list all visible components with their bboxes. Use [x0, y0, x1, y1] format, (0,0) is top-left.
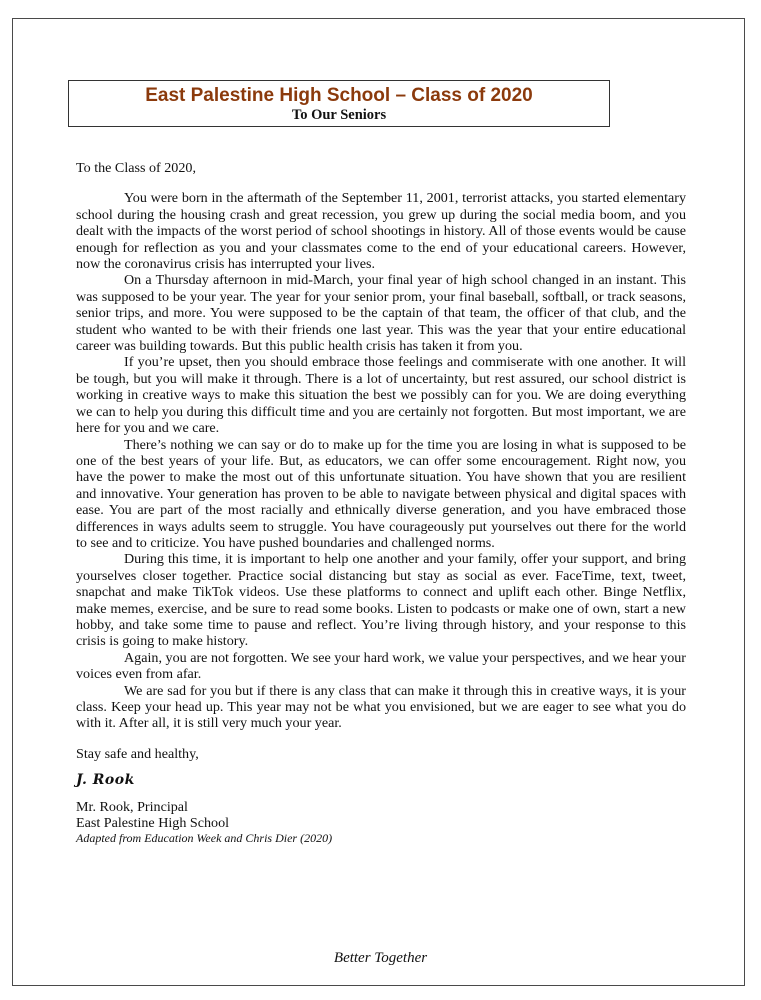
page-subtitle: To Our Seniors	[291, 107, 387, 123]
signer-name: Mr. Rook, Principal	[76, 798, 188, 815]
paragraph: On a Thursday afternoon in mid-March, your final year of high school changed in an instant. This was supposed to be your year. The year for your senior prom, your final baseball, softball, or track seasons, senior trips, and more. You were supposed to be the captain of that team, the officer of that club, and the student who wanted to be with their friends one last year. This was the year that your entire educational career was building towards. But this public health crisis has taken it from you.	[76, 272, 686, 355]
closing: Stay safe and healthy,	[76, 745, 199, 762]
footer-motto: Better Together	[333, 950, 428, 966]
paragraph: During this time, it is important to help one another and your family, offer your support, and bring yourselves closer together. Practice social distancing but stay as social as ever. FaceTime, text, tweet, snapchat and make TikTok videos. Use these platforms to connect and uplift each other. Binge Netflix, make memes, exercise, and be sure to read some books. Listen to podcasts or make one of own, start a new hobby, and take some time to pause and reflect. You’re living through history, and your response to this crisis is going to make history.	[76, 551, 686, 650]
page-title: East Palestine High School – Class of 2020	[145, 85, 533, 106]
letter-paragraphs	[76, 190, 686, 731]
paragraph: We are sad for you but if there is any class that can make it through this in creative ways, it is your class. Keep your head up. This year may not be what you envisioned, but we are eager to see what you do with it. After all, it is still very much your year.	[76, 682, 686, 732]
paragraph: If you’re upset, then you should embrace those feelings and commiserate with one another. It will be tough, but you will make it through. There is a lot of uncertainty, but rest assured, our school district is working in creative ways to make this situation the best we possibly can for you. We are doing everything we can to help you during this difficult time and you are certainly not forgotten. But most important, we are here for you and we care.	[76, 354, 686, 437]
signature: J. Rook	[76, 772, 135, 789]
letter-body	[76, 160, 686, 846]
letterhead	[68, 80, 610, 127]
source-citation: Adapted from Education Week and Chris Dier (2020)	[76, 831, 333, 846]
salutation: To the Class of 2020,	[76, 160, 196, 176]
paragraph: You were born in the aftermath of the September 11, 2001, terrorist attacks, you started elementary school during the housing crash and great recession, you grew up during the social media boom, and you dealt with the impacts of the worst period of school shootings in history. All of those events would be cause enough for reflection as you and your classmates come to the end of your educational careers. However, now the coronavirus crisis has interrupted your lives.	[76, 190, 686, 273]
paragraph: There’s nothing we can say or do to make up for the time you are losing in what is supposed to be one of the best years of your life. But, as educators, we can offer some encouragement. Right now, you have the power to make the most out of this unfortunate situation. You have shown that you are resilient and innovative. Your generation has proven to be able to navigate between physical and digital spaces with ease. You are part of the most racially and ethnically diverse generation, and you have embraced those differences in ways adults seem to struggle. You have courageously put yourselves out there for the world to see and to criticize. You have pushed boundaries and challenged norms.	[76, 436, 686, 551]
signer-school: East Palestine High School	[76, 815, 230, 832]
paragraph: Again, you are not forgotten. We see your hard work, we value your perspectives, and we hear your voices even from afar.	[76, 649, 686, 683]
